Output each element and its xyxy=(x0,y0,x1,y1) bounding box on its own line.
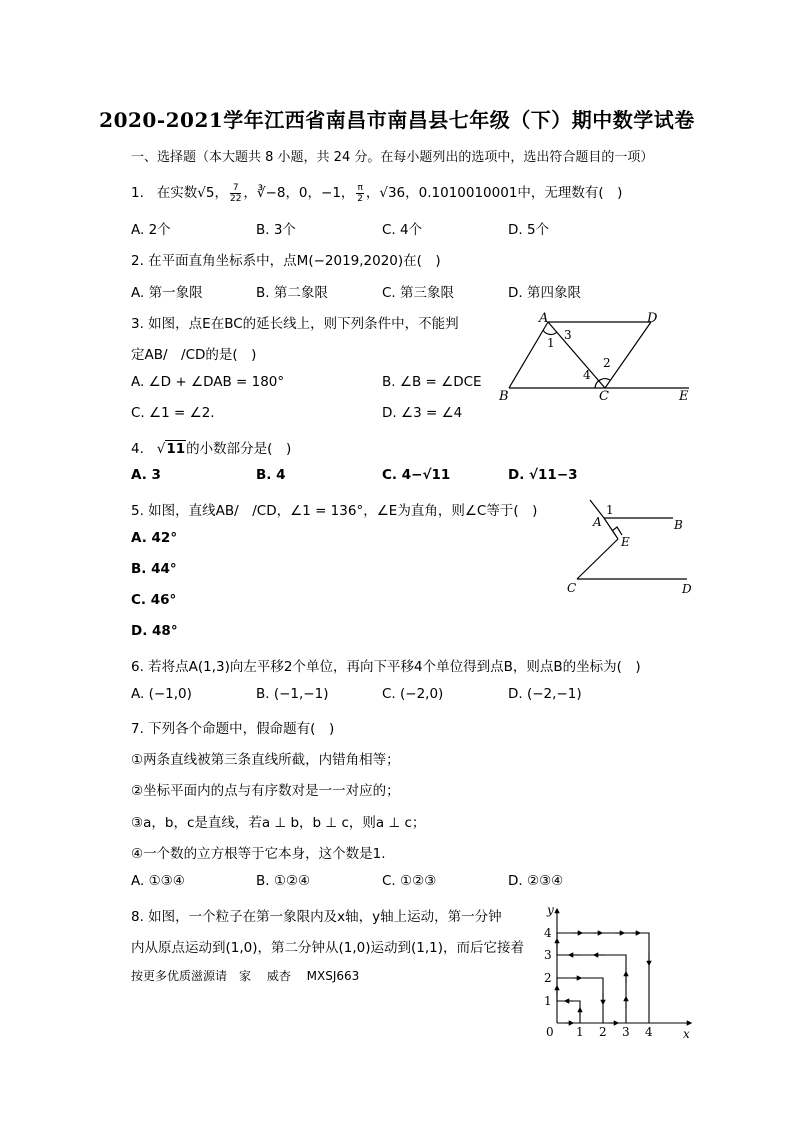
q3-label-e: E xyxy=(679,389,689,404)
question-4: 4. √11的小数部分是( ) xyxy=(131,441,292,457)
q2-option-a: A. 第一象限 xyxy=(131,285,203,301)
q6-option-c: C. (−2,0) xyxy=(382,686,444,702)
q5-option-a: A. 42° xyxy=(131,530,178,546)
q4-radicand: 11 xyxy=(166,441,186,457)
q7-option-b: B. ①②④ xyxy=(256,873,311,889)
q1-tail: ，0.1010010001中，无理数有( ) xyxy=(405,185,623,201)
q1-sqrt5: √5 xyxy=(197,185,215,201)
question-7: 7. 下列各个命题中，假命题有( ) xyxy=(131,721,335,737)
q7-option-c: C. ①②③ xyxy=(382,873,437,889)
q4-option-d: D. √11−3 xyxy=(508,467,578,483)
q3-angle-1: 1 xyxy=(547,336,555,350)
q3-option-a: A. ∠D + ∠DAB = 180° xyxy=(131,374,285,390)
q1-fraction: $\frac{7}{22}$ xyxy=(229,182,242,204)
q5-label-c: C xyxy=(567,581,577,595)
q3-label-a: A xyxy=(539,311,549,326)
q7-item-2: ②坐标平面内的点与有序数对是一一对应的； xyxy=(131,783,400,799)
q5-label-d: D xyxy=(682,582,692,596)
q3-label-b: B xyxy=(499,389,509,404)
q1-mid: ，0，−1， xyxy=(285,185,355,201)
q1-pi-fraction: $\frac{\pi}{2}$ xyxy=(357,182,364,204)
q2-option-d: D. 第四象限 xyxy=(508,285,581,301)
q6-option-a: A. (−1,0) xyxy=(131,686,192,702)
question-2: 2. 在平面直角坐标系中，点M(−2019,2020)在( ) xyxy=(131,253,441,269)
q8-y-tick-3: 3 xyxy=(544,948,552,962)
exam-title: 2020-2021学年江西省南昌市南昌县七年级（下）期中数学试卷 xyxy=(99,108,695,132)
q7-item-3: ③a，b，c是直线，若a ⊥ b，b ⊥ c，则a ⊥ c； xyxy=(131,815,426,831)
footer-watermark: 按更多优质滋源请 家 威杏 MXSJ663 xyxy=(131,969,360,983)
q7-option-d: D. ②③④ xyxy=(508,873,564,889)
q3-figure xyxy=(495,305,705,405)
q1-option-b: B. 3个 xyxy=(256,222,296,238)
q5-label-a: A xyxy=(593,515,602,529)
q8-figure xyxy=(535,898,700,1046)
q5-option-b: B. 44° xyxy=(131,561,177,577)
q8-x-tick-1: 1 xyxy=(576,1025,584,1039)
q4-option-a: A. 3 xyxy=(131,467,161,483)
q7-item-4: ④一个数的立方根等于它本身，这个数是1. xyxy=(131,846,386,862)
q3-angle-3: 3 xyxy=(564,328,572,342)
question-6: 6. 若将点A(1,3)向左平移2个单位，再向下平移4个单位得到点B，则点B的坐标为( ) xyxy=(131,659,641,675)
q8-x-tick-3: 3 xyxy=(622,1025,630,1039)
q1-option-c: C. 4个 xyxy=(382,222,423,238)
question-3-line-1: 3. 如图，点E在BC的延长线上，则下列条件中，不能判 xyxy=(131,316,459,332)
q4-option-b: B. 4 xyxy=(256,467,286,483)
q8-x-tick-2: 2 xyxy=(599,1025,607,1039)
section-header: 一、选择题（本大题共 8 小题，共 24 分。在每小题列出的选项中，选出符合题目的一项） xyxy=(131,150,654,165)
q8-x-tick-4: 4 xyxy=(645,1025,653,1039)
q3-option-d: D. ∠3 = ∠4 xyxy=(382,405,463,421)
q1-number: 1. xyxy=(131,185,144,201)
q8-axis-x: x xyxy=(683,1027,690,1041)
q1-sqrt36: √36 xyxy=(379,185,406,201)
q3-angle-2: 2 xyxy=(603,356,611,370)
q1-cbrt: ∛−8 xyxy=(256,185,286,201)
q6-option-d: D. (−2,−1) xyxy=(508,686,582,702)
q4-option-c: C. 4−√11 xyxy=(382,467,451,483)
q8-y-tick-1: 1 xyxy=(544,994,552,1008)
q5-figure xyxy=(560,495,700,600)
question-8-line-2: 内从原点运动到(1,0)，第二分钟从(1,0)运动到(1,1)，而后它接着 xyxy=(131,940,525,956)
q3-label-d: D xyxy=(647,311,658,326)
q1-prefix: 在实数 xyxy=(156,185,198,201)
q1-option-d: D. 5个 xyxy=(508,222,550,238)
q8-axis-y: y xyxy=(547,903,554,917)
q7-option-a: A. ①③④ xyxy=(131,873,185,889)
q3-option-b: B. ∠B = ∠DCE xyxy=(382,374,482,390)
question-3-line-2: 定AB/ /CD的是( ) xyxy=(131,347,257,363)
q3-angle-4: 4 xyxy=(583,368,591,382)
question-5: 5. 如图，直线AB/ /CD，∠1 = 136°，∠E为直角，则∠C等于( ) xyxy=(131,503,538,519)
q5-option-c: C. 46° xyxy=(131,592,177,608)
question-8-line-1: 8. 如图，一个粒子在第一象限内及x轴，y轴上运动，第一分钟 xyxy=(131,909,502,925)
q8-origin: 0 xyxy=(546,1025,554,1039)
q4-number: 4. xyxy=(131,441,144,457)
q2-option-c: C. 第三象限 xyxy=(382,285,455,301)
q1-option-a: A. 2个 xyxy=(131,222,171,238)
question-1: 1. 在实数√5， $\frac{7}{22}$ ，∛−8，0，−1， $\frac{\pi}{2}$ ，√36，0.1010010001中，无理数有( ) xyxy=(131,182,623,204)
q5-angle-1: 1 xyxy=(606,503,614,517)
q2-option-b: B. 第二象限 xyxy=(256,285,328,301)
q6-option-b: B. (−1,−1) xyxy=(256,686,329,702)
q7-item-1: ①两条直线被第三条直线所截，内错角相等； xyxy=(131,752,400,768)
q3-option-c: C. ∠1 = ∠2. xyxy=(131,405,215,421)
q5-option-d: D. 48° xyxy=(131,623,178,639)
q8-y-tick-2: 2 xyxy=(544,971,552,985)
q5-label-e: E xyxy=(621,535,630,549)
q5-label-b: B xyxy=(674,518,683,532)
q3-label-c: C xyxy=(599,389,609,404)
q4-text: 的小数部分是( ) xyxy=(186,441,292,457)
q8-y-tick-4: 4 xyxy=(544,926,552,940)
